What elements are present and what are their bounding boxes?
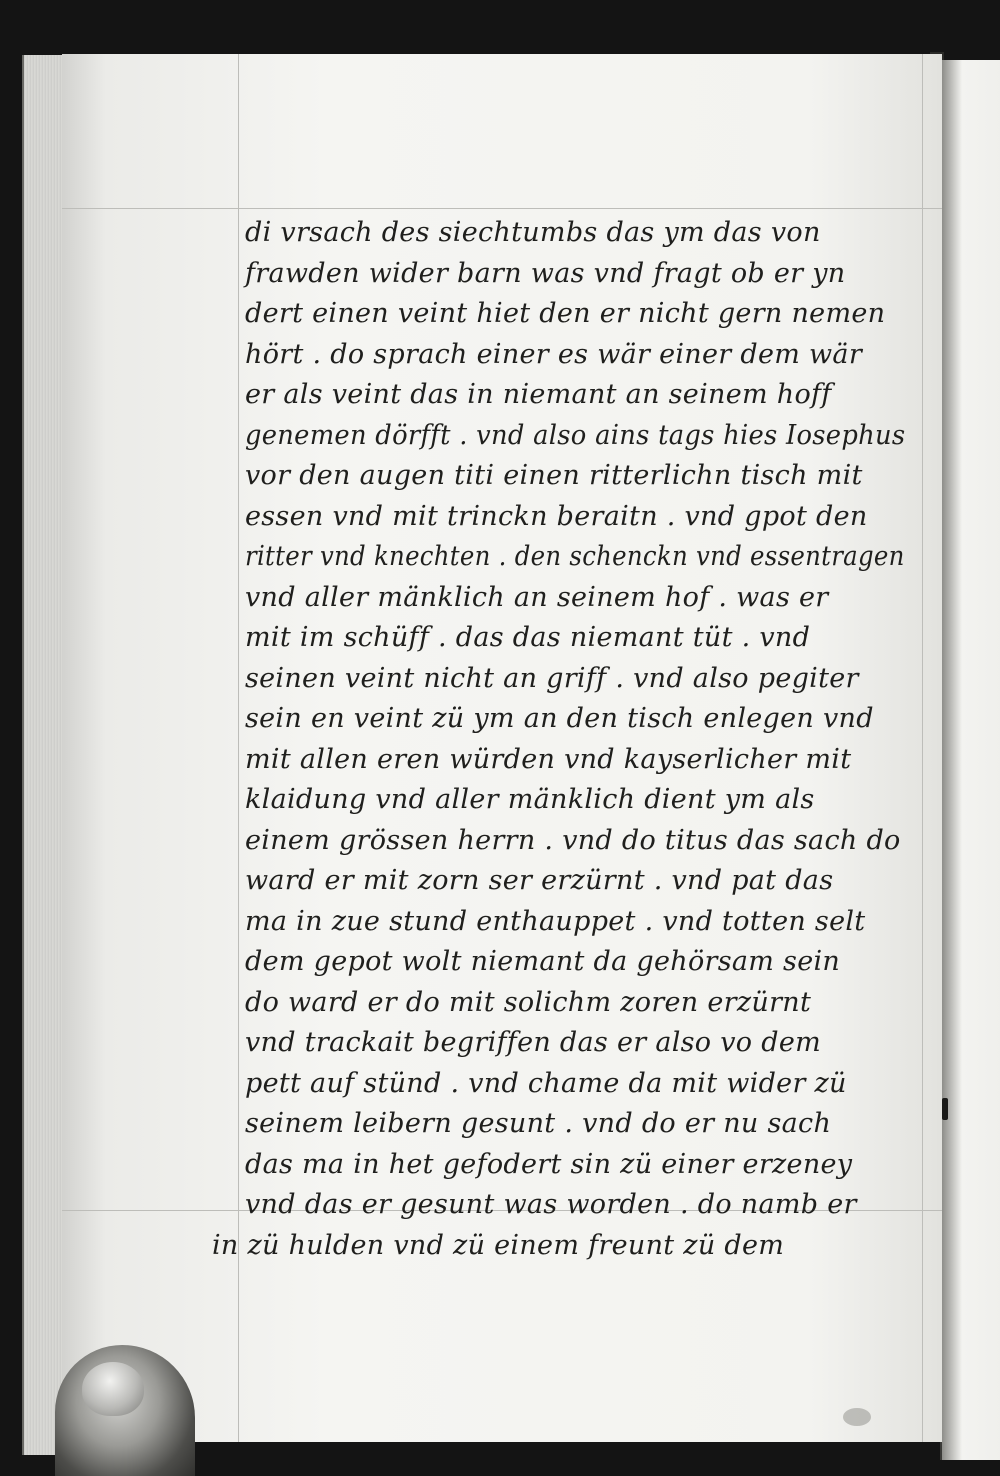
stain-mark <box>843 1408 871 1426</box>
manuscript-line: frawden wider barn was vnd fragt ob er yn <box>245 257 846 289</box>
page-marker <box>942 1098 948 1120</box>
manuscript-line: dert einen veint hiet den er nicht gern nemen <box>245 298 886 329</box>
manuscript-line: essen vnd mit trinckn beraitn . vnd gpot den <box>245 500 868 532</box>
manuscript-line: er als veint das in niemant an seinem hoff <box>245 379 832 410</box>
margin-rule-right <box>922 54 923 1442</box>
manuscript-line: di vrsach des siechtumbs das ym das von <box>245 217 821 248</box>
manuscript-line: do ward er do mit solichm zoren erzürnt <box>245 986 812 1018</box>
margin-rule-top <box>62 208 942 209</box>
manuscript-line: ritter vnd knechten . den schenckn vnd essentragen <box>245 541 905 572</box>
manuscript-line: vor den augen titi einen ritterlichn tisch mit <box>245 460 863 491</box>
manuscript-line: pett auf stünd . vnd chame da mit wider zü <box>245 1067 847 1099</box>
manuscript-line: seinen veint nicht an griff . vnd also pegiter <box>245 662 859 694</box>
manuscript-line: dem gepot wolt niemant da gehörsam sein <box>245 946 841 977</box>
manuscript-line: seinem leibern gesunt . vnd do er nu sach <box>245 1108 832 1139</box>
manuscript-line: genemen dörfft . vnd also ains tags hies Iosephus <box>245 419 906 451</box>
manuscript-line: einem grössen herrn . vnd do titus das sach do <box>245 824 901 856</box>
manuscript-line: in zü hulden vnd zü einem freunt zü dem <box>212 1229 785 1261</box>
manuscript-line: ma in zue stund enthauppet . vnd totten selt <box>245 905 866 937</box>
manuscript-line: vnd aller mänklich an seinem hof . was er <box>245 581 829 613</box>
manuscript-line: ward er mit zorn ser erzürnt . vnd pat das <box>245 865 834 896</box>
manuscript-line: mit allen eren würden vnd kayserlicher mit <box>245 743 852 775</box>
manuscript-line: sein en veint zü ym an den tisch enlegen vnd <box>245 703 874 734</box>
manuscript-line: mit im schüff . das das niemant tüt . vnd <box>245 622 811 653</box>
manuscript-line: vnd das er gesunt was worden . do namb er <box>245 1189 857 1220</box>
manuscript-line: hört . do sprach einer es wär einer dem wär <box>245 338 863 370</box>
thumb-nail <box>82 1362 144 1416</box>
manuscript-line: klaidung vnd aller mänklich dient ym als <box>245 784 815 815</box>
manuscript-line: das ma in het gefodert sin zü einer erzeney <box>245 1148 853 1180</box>
facing-page-edge <box>940 60 1000 1460</box>
manuscript-line: vnd trackait begriffen das er also vo dem <box>245 1027 822 1058</box>
